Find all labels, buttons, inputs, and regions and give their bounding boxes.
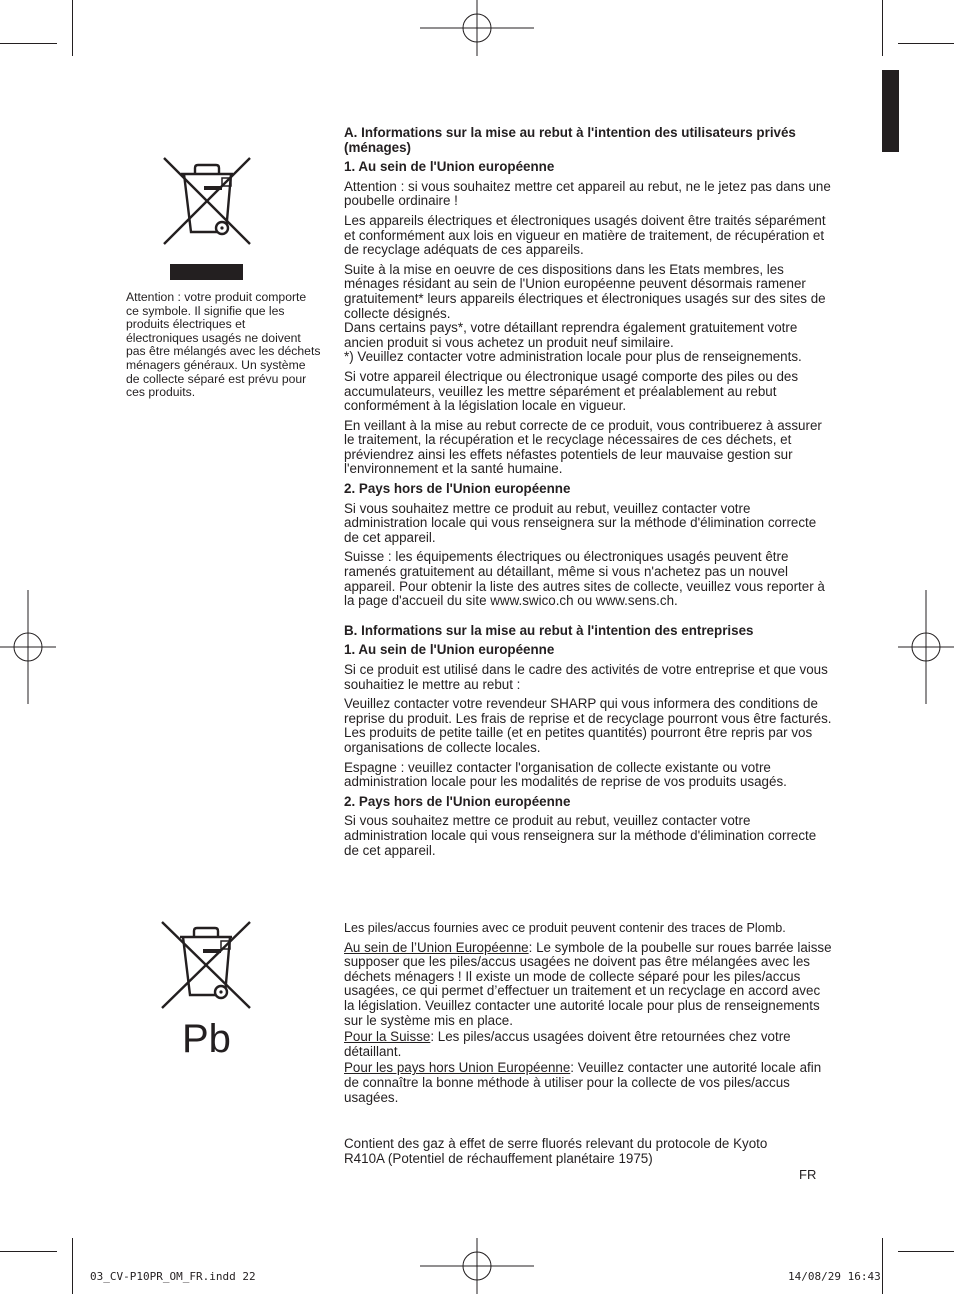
section-b-non-eu-subheading: 2. Pays hors de l'Union européenne [344,793,571,809]
symbol-caption: Attention : votre produit comporte ce symbole. Il signifie que les produits électriques et électroniques usagés ne doivent pas être mélangés avec les déchets ménagers généraux. Un système de collecte séparé est prévu pour ces produits. [126,290,321,400]
crossed-out-wheelie-bin-icon [158,918,254,1012]
paragraph: Suite à la mise en oeuvre de ces dispositions dans les Etats membres, les ménages résidant au sein de l'Union européenne peuvent désormais ramener gratuitement* leurs appareils électriques et électroniques usagés sur des sites de collecte désignés. [344,261,826,321]
paragraph: Si votre appareil électrique ou électronique usagé comporte des piles ou des accumulateurs, veuillez les mettre séparément et préalablement au rebut conformément à la législation locale en vigueur. [344,368,799,414]
paragraph: Si vous souhaitez mettre ce produit au rebut, veuillez contacter votre administration locale qui vous renseignera sur la méthode d'élimination correcte de cet appareil. [344,500,817,545]
kyoto-line-2: R410A (Potentiel de réchauffement planétaire 1975) [344,1150,653,1166]
crop-mark [72,0,73,56]
crop-mark [0,1251,57,1252]
paragraph: *) Veuillez contacter votre administration locale pour plus de renseignements. [344,349,802,365]
crop-mark [72,1238,73,1294]
section-a-non-eu-subheading: 2. Pays hors de l'Union européenne [344,481,571,497]
symbol-underline-bar [170,264,243,280]
paragraph: Si ce produit est utilisé dans le cadre des activités de votre entreprise et que vous souhaitiez le mettre au rebut : [344,662,828,692]
registration-crosshair-icon [420,1238,534,1294]
crop-mark [882,0,883,56]
paragraph: Attention : si vous souhaitez mettre cet appareil au rebut, ne le jetez pas dans une poubelle ordinaire ! [344,178,831,209]
battery-non-eu-label: Pour les pays hors Union Européenne [344,1060,571,1076]
disposal-information [344,126,832,863]
print-slug-filename: 03_CV-P10PR_OM_FR.indd 22 [90,1270,256,1283]
kyoto-line-1: Contient des gaz à effet de serre fluorés relevant du protocole de Kyoto [344,1136,768,1151]
registration-crosshair-icon [898,590,954,704]
registration-crosshair-icon [0,590,56,704]
section-b-heading: B. Informations sur la mise au rebut à l'intention des entreprises [344,622,754,638]
paragraph: Veuillez contacter votre revendeur SHARP qui vous informera des conditions de reprise du produit. Les frais de reprise et de recyclage pourront vous être facturés. Les produits de petite taille (et en petites quantités) pourront être repris par vos organisations de collecte locales. [344,696,832,755]
lead-symbol-label: Pb [182,1017,231,1061]
page-language-label: FR [799,1167,817,1182]
battery-ch-text: : Les piles/accus usagées doivent être retournées chez votre détaillant. [344,1029,791,1059]
paragraph: Espagne : veuillez contacter l'organisation de collecte existante ou votre administration locale pour les modalités de reprise de vos produits usagés. [344,759,787,790]
battery-non-eu-paragraph [344,1061,832,1105]
crop-mark [0,43,57,44]
battery-disposal-information [344,921,832,1107]
registration-crosshair-icon [420,0,534,56]
crop-mark [898,43,954,44]
paragraph: Dans certains pays*, votre détaillant reprendra également gratuitement votre ancien produit si vous achetez un produit neuf similaire. [344,320,798,350]
battery-intro: Les piles/accus fournies avec ce produit peuvent contenir des traces de Plomb. [344,921,786,935]
paragraph: En veillant à la mise au rebut correcte de ce produit, vous contribuerez à assurer le traitement, la récupération et le recyclage nécessaires de ces déchets, et préviendrez ainsi les effets néfastes potentiels de leur mauvaise gestion sur l'environnement et la santé humaine. [344,417,822,477]
section-a-eu-subheading: 1. Au sein de l'Union européenne [344,159,555,175]
paragraph: Si vous souhaitez mettre ce produit au rebut, veuillez contacter votre administration locale qui vous renseignera sur la méthode d'élimination correcte de cet appareil. [344,813,817,858]
language-tab-marker [882,70,899,152]
battery-ch-label: Pour la Suisse [344,1029,431,1045]
section-b-eu-subheading: 1. Au sein de l'Union européenne [344,642,555,658]
crop-mark [882,1238,883,1294]
battery-ch-paragraph [344,1030,832,1059]
paragraph: Suisse : les équipements électriques ou électroniques usagés peuvent être ramenés gratuitement au détaillant, même si vous n'achetez pas un nouvel appareil. Pour obtenir la liste des autres sites de collecte, veuillez vous reporter à la page d'accueil du site www.swico.ch ou www.sens.ch. [344,549,825,609]
section-a-heading: A. Informations sur la mise au rebut à l'intention des utilisateurs privés (ménages) [344,125,796,155]
battery-non-eu-text: : Veuillez contacter une autorité locale afin de connaître la bonne méthode à utiliser pour la collecte de vos piles/accus usagées. [344,1060,822,1105]
battery-eu-paragraph [344,941,832,1029]
battery-eu-text: : Le symbole de la poubelle sur roues barrée laisse supposer que les piles/accus usagées ne doivent pas être mélangées avec les déchets ménagers ! Il existe un mode de collecte séparé pour les piles/accus usagées, ce qui permet d’effectuer un traitement et un recyclage en accord avec la législation. Veuillez contacter une autorité locale pour plus de renseignements sur le système mis en place. [344,939,832,1028]
print-slug-datetime: 14/08/29 16:43 [788,1270,881,1283]
paragraph: Les appareils électriques et électroniques usagés doivent être traités séparément et conformément aux lois en vigueur en matière de traitement, de récupération et de recyclage adéquats de ces appareils. [344,212,826,258]
kyoto-notice [344,1137,832,1166]
battery-eu-label: Au sein de l’Union Européenne [344,939,529,955]
crossed-out-wheelie-bin-icon [160,154,254,248]
crop-mark [898,1251,954,1252]
